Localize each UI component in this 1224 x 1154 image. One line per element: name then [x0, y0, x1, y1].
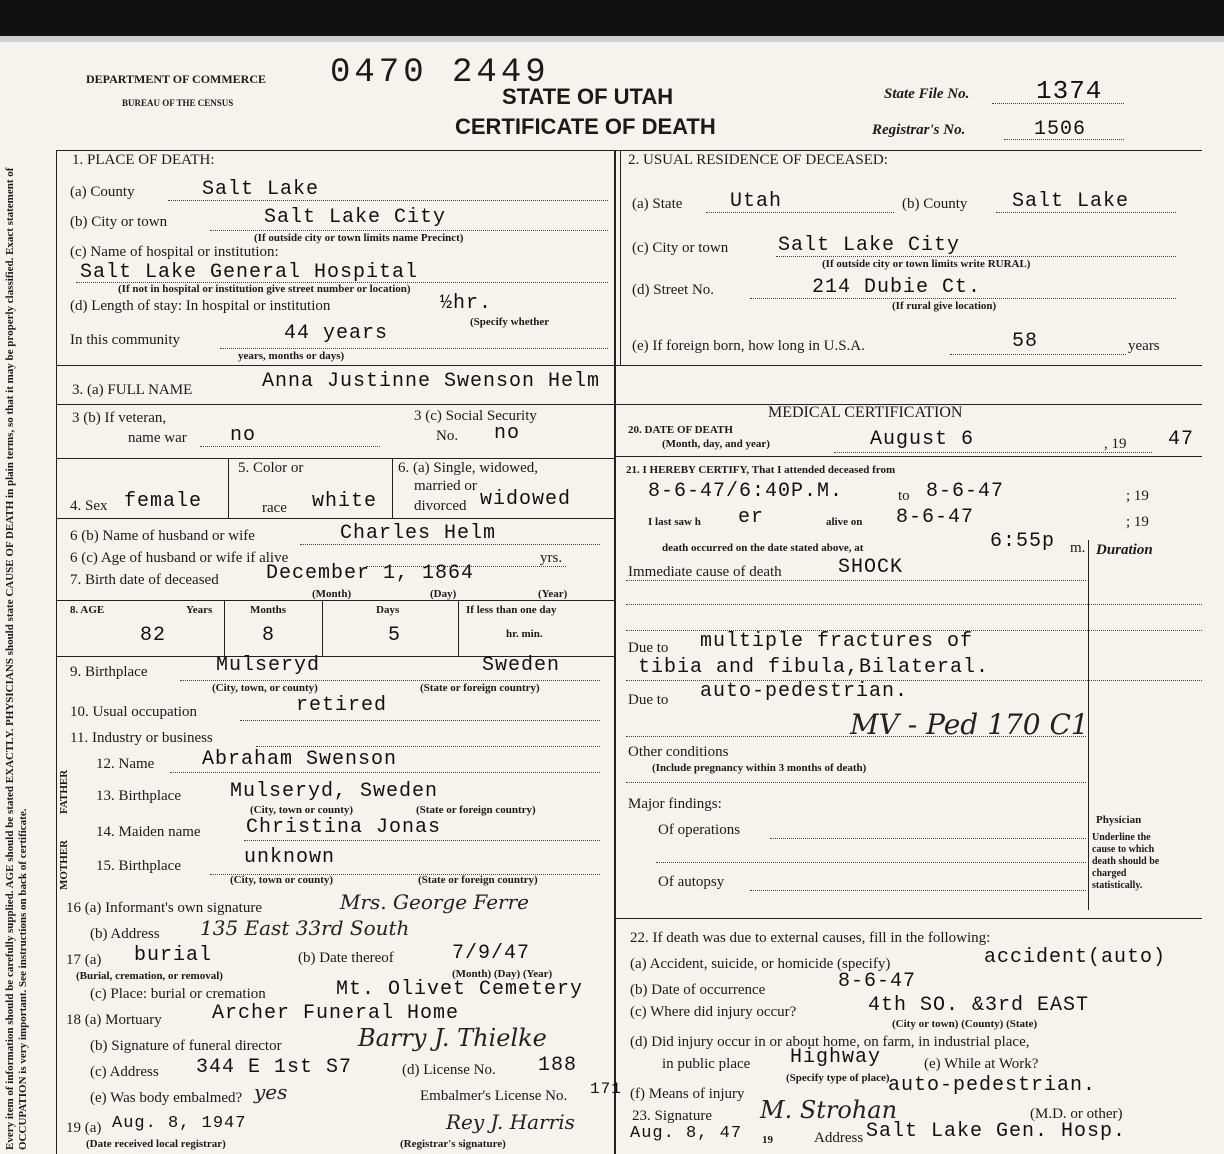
marital-label: 6. (a) Single, widowed, — [398, 460, 538, 476]
death-time: 6:55p — [990, 530, 1056, 553]
res-city: Salt Lake City — [778, 234, 961, 257]
due1-label: Due to — [628, 640, 669, 656]
mortuary-label: 18 (a) Mortuary — [66, 1012, 162, 1028]
medical-heading: MEDICAL CERTIFICATION — [768, 404, 963, 421]
birthplace-city: Mulseryd — [216, 654, 321, 677]
major-label: Major findings: — [628, 796, 722, 812]
bp-state-note: (State or foreign country) — [420, 682, 540, 694]
race-value: white — [312, 490, 378, 513]
means-label: (f) Means of injury — [630, 1086, 745, 1102]
occurrence-label: (b) Date of occurrence — [630, 982, 766, 998]
where-label: (c) Where did injury occur? — [630, 1004, 797, 1020]
days-header: Days — [376, 604, 400, 616]
due-to-1: multiple fractures of — [700, 630, 974, 653]
embalmer-label: Embalmer's License No. — [420, 1088, 568, 1104]
mother-maiden-name: Christina Jonas — [246, 816, 442, 839]
place-type-note: (Specify type of place) — [786, 1072, 890, 1084]
occurrence-date: 8-6-47 — [838, 970, 917, 993]
burial-date: 7/9/47 — [452, 942, 531, 965]
res-county: Salt Lake — [1012, 190, 1130, 213]
dod-year: 47 — [1168, 428, 1195, 451]
informant-signature: Mrs. George Ferre — [340, 890, 530, 914]
signature-addr-label: Address — [814, 1130, 864, 1146]
burial-value: burial — [134, 944, 213, 967]
birth-label: 7. Birth date of deceased — [70, 572, 219, 588]
war-label: name war — [128, 430, 187, 446]
death-city: Salt Lake City — [264, 206, 447, 229]
age-years: 82 — [140, 624, 167, 647]
mortuary-addr-label: (c) Address — [90, 1064, 159, 1080]
street-label: (d) Street No. — [632, 282, 715, 298]
license-no: 188 — [538, 1054, 578, 1077]
sex-label: 4. Sex — [70, 498, 108, 514]
alive-date: 8-6-47 — [896, 506, 975, 529]
years-header: Years — [186, 604, 213, 616]
physician-signature: M. Strohan — [760, 1096, 898, 1124]
registrar-no-label: Registrar's No. — [872, 122, 966, 138]
burial-note: (Burial, cremation, or removal) — [76, 970, 223, 982]
months-header: Months — [250, 604, 287, 616]
hr-min: hr. min. — [506, 628, 543, 640]
place-type: Highway — [790, 1046, 882, 1069]
embalmed-label: (e) Was body embalmed? — [90, 1090, 243, 1106]
means-value: auto-pedestrian. — [888, 1074, 1097, 1097]
father-bp-label: 13. Birthplace — [96, 788, 181, 804]
hospital-label: (c) Name of hospital or institution: — [70, 244, 279, 260]
home-label: (d) Did injury occur in or about home, on farm, in industrial place, — [630, 1034, 1030, 1050]
immediate-label: Immediate cause of death — [628, 564, 782, 580]
due-to-1b: tibia and fibula,Bilateral. — [638, 656, 990, 679]
community-label: In this community — [70, 332, 180, 348]
due-to-2: auto-pedestrian. — [700, 680, 909, 703]
death-county: Salt Lake — [202, 178, 320, 201]
residence-heading: 2. USUAL RESIDENCE OF DECEASED: — [628, 152, 888, 168]
foreign-years: 58 — [1012, 330, 1039, 353]
burial-date-note: (Month) (Day) (Year) — [452, 968, 553, 980]
attended-19: ; 19 — [1126, 488, 1149, 504]
burial-label: 17 (a) — [66, 952, 102, 968]
informant-sig-label: 16 (a) Informant's own signature — [66, 900, 262, 916]
spouse-age-label: 6 (c) Age of husband or wife if alive — [70, 550, 289, 566]
duration-header: Duration — [1096, 542, 1153, 558]
external-heading: 22. If death was due to external causes, fill in the following: — [630, 930, 991, 946]
city-label: (b) City or town — [70, 214, 168, 230]
where-note: (City or town) (County) (State) — [892, 1018, 1038, 1030]
community-note: years, months or days) — [238, 350, 345, 362]
father-birthplace: Mulseryd, Sweden — [230, 780, 439, 803]
where-value: 4th SO. &3rd EAST — [868, 994, 1090, 1017]
less-than-day: If less than one day — [466, 604, 557, 616]
birthplace-country: Sweden — [482, 654, 561, 677]
mortuary-address: 344 E 1st S7 — [196, 1056, 353, 1079]
age-months: 8 — [262, 624, 276, 647]
father-bp-note2: (State or foreign country) — [416, 804, 536, 816]
ss-no-label: No. — [436, 428, 459, 444]
full-name-label: 3. (a) FULL NAME — [72, 382, 193, 398]
burial-place: Mt. Olivet Cemetery — [336, 978, 584, 1001]
age-days: 5 — [388, 624, 402, 647]
received-label: 19 (a) — [66, 1120, 102, 1136]
community-value: 44 years — [284, 322, 389, 345]
signature-date: Aug. 8, 47 — [630, 1124, 743, 1143]
city-note: (If outside city or town limits name Precinct) — [254, 232, 464, 244]
years-suffix: years — [1128, 338, 1160, 354]
scan-border — [0, 0, 1224, 36]
place-of-death-heading: 1. PLACE OF DEATH: — [72, 152, 215, 168]
street-note: (If rural give location) — [892, 300, 997, 312]
res-state-label: (a) State — [632, 196, 683, 212]
embalmer-no: 171 — [590, 1080, 622, 1098]
alive-on-label: alive on — [826, 516, 863, 528]
full-name: Anna Justinne Swenson Helm — [262, 370, 601, 393]
month-note: (Month) — [312, 588, 352, 600]
yrs-label: yrs. — [540, 550, 563, 566]
mortuary-value: Archer Funeral Home — [212, 1002, 460, 1025]
year-note: (Year) — [538, 588, 568, 600]
day-note: (Day) — [430, 588, 457, 600]
stay-value: ½hr. — [440, 292, 493, 315]
cause-code: MV - Ped 170 C1 — [850, 708, 1089, 741]
autopsy-label: Of autopsy — [658, 874, 725, 890]
color-label: 5. Color or — [238, 460, 304, 476]
due2-label: Due to — [628, 692, 669, 708]
burial-place-label: (c) Place: burial or cremation — [90, 986, 266, 1002]
director-signature: Barry J. Thielke — [358, 1024, 547, 1052]
res-city-label: (c) City or town — [632, 240, 729, 256]
informant-addr-label: (b) Address — [90, 926, 160, 942]
father-bp-note1: (City, town or county) — [250, 804, 354, 816]
age-label: 8. AGE — [70, 604, 105, 616]
sex-value: female — [124, 490, 203, 513]
last-saw-fill: er — [738, 506, 765, 529]
res-county-label: (b) County — [902, 196, 968, 212]
spouse-name: Charles Helm — [340, 522, 497, 545]
bureau-label: BUREAU OF THE CENSUS — [122, 98, 234, 108]
veteran-value: no — [230, 424, 257, 447]
physician-note: Underline the cause to which death should be charged statistically. — [1092, 832, 1160, 891]
mother-bp-note1: (City, town or county) — [230, 874, 334, 886]
birthplace-label: 9. Birthplace — [70, 664, 148, 680]
ss-label: 3 (c) Social Security — [414, 408, 537, 424]
director-label: (b) Signature of funeral director — [90, 1038, 282, 1054]
signature-label: 23. Signature — [632, 1108, 712, 1124]
dod-note: (Month, day, and year) — [662, 438, 770, 450]
side-instructions: Every item of information should be carefully supplied. AGE should be stated EXACTLY. PHYSICIANS should state CAUSE OF DEATH in plain terms, so that it may be properly classified. Exact statement of OCCUPATION is very important. See instructions on back of certificate. — [4, 167, 29, 1150]
registrar-sig-note: (Registrar's signature) — [400, 1138, 506, 1150]
specify-note: (Specify whether — [470, 316, 550, 328]
marital-value: widowed — [480, 488, 572, 511]
other-label: Other conditions — [628, 744, 729, 760]
embalmed-value: yes — [254, 1080, 288, 1104]
to-label: to — [898, 488, 910, 504]
accident-label: (a) Accident, suicide, or homicide (specify) — [630, 956, 891, 972]
received-note: (Date received local registrar) — [86, 1138, 226, 1150]
foreign-label: (e) If foreign born, how long in U.S.A. — [632, 338, 865, 354]
public-place-label: in public place — [662, 1056, 751, 1072]
signature-address: Salt Lake Gen. Hosp. — [866, 1120, 1127, 1143]
occupation-value: retired — [296, 694, 388, 717]
registrar-no: 1506 — [1034, 118, 1087, 141]
other-note: (Include pregnancy within 3 months of death) — [652, 762, 867, 774]
operations-label: Of operations — [658, 822, 741, 838]
registrar-signature: Rey J. Harris — [446, 1110, 575, 1134]
at-work-label: (e) While at Work? — [924, 1056, 1039, 1072]
time-suffix: m. — [1070, 540, 1086, 556]
state-title: STATE OF UTAH — [502, 84, 674, 109]
stay-label: (d) Length of stay: In hospital or institution — [70, 298, 331, 314]
burial-date-label: (b) Date thereof — [298, 950, 394, 966]
immediate-cause: SHOCK — [838, 556, 904, 579]
dod-label: 20. DATE OF DEATH — [628, 424, 733, 436]
father-name: Abraham Swenson — [202, 748, 398, 771]
date-of-death: August 6 — [870, 428, 975, 451]
res-city-note: (If outside city or town limits write RURAL) — [822, 258, 1031, 270]
mother-birthplace: unknown — [244, 846, 336, 869]
mother-name-label: 14. Maiden name — [96, 824, 201, 840]
bp-city-note: (City, town, or county) — [212, 682, 318, 694]
signature-19: 19 — [762, 1134, 773, 1146]
street-value: 214 Dubie Ct. — [812, 276, 982, 299]
received-date: Aug. 8, 1947 — [112, 1114, 247, 1133]
dod-year-prefix: , 19 — [1104, 436, 1127, 452]
father-name-label: 12. Name — [96, 756, 155, 772]
cert-number: 0470 2449 — [330, 54, 550, 92]
marital-label-3: divorced — [414, 498, 467, 514]
race-label: race — [262, 500, 287, 516]
physician-note-heading: Physician — [1096, 814, 1142, 826]
mother-bp-label: 15. Birthplace — [96, 858, 181, 874]
certify-text: 21. I HEREBY CERTIFY, That I attended deceased from — [626, 464, 896, 476]
res-state: Utah — [730, 190, 783, 213]
attended-from: 8-6-47/6:40P.M. — [648, 480, 844, 503]
hospital-note: (If not in hospital or institution give street number or location) — [118, 283, 411, 295]
informant-address: 135 East 33rd South — [200, 916, 410, 940]
attended-to: 8-6-47 — [926, 480, 1005, 503]
spouse-label: 6 (b) Name of husband or wife — [70, 528, 255, 544]
dept-label: DEPARTMENT OF COMMERCE — [86, 72, 267, 86]
father-tag: FATHER — [58, 769, 70, 814]
ss-value: no — [494, 422, 521, 445]
accident-value: accident(auto) — [984, 946, 1167, 969]
mother-bp-note2: (State or foreign country) — [418, 874, 538, 886]
occurred-label: death occurred on the date stated above, at — [662, 542, 864, 554]
alive-19: ; 19 — [1126, 514, 1149, 530]
occupation-label: 10. Usual occupation — [70, 704, 198, 720]
certificate-title: CERTIFICATE OF DEATH — [455, 114, 716, 139]
hospital-name: Salt Lake General Hospital — [80, 261, 419, 284]
birth-date: December 1, 1864 — [266, 562, 475, 585]
state-file-label: State File No. — [884, 86, 970, 102]
state-file-no: 1374 — [1036, 76, 1103, 106]
md-label: (M.D. or other) — [1030, 1106, 1123, 1122]
marital-label-2: married or — [414, 478, 477, 494]
license-label: (d) License No. — [402, 1062, 496, 1078]
veteran-label: 3 (b) If veteran, — [72, 410, 167, 426]
mother-tag: MOTHER — [58, 839, 70, 890]
last-saw-label: I last saw h — [648, 516, 701, 528]
industry-label: 11. Industry or business — [70, 730, 213, 746]
county-label: (a) County — [70, 184, 135, 200]
